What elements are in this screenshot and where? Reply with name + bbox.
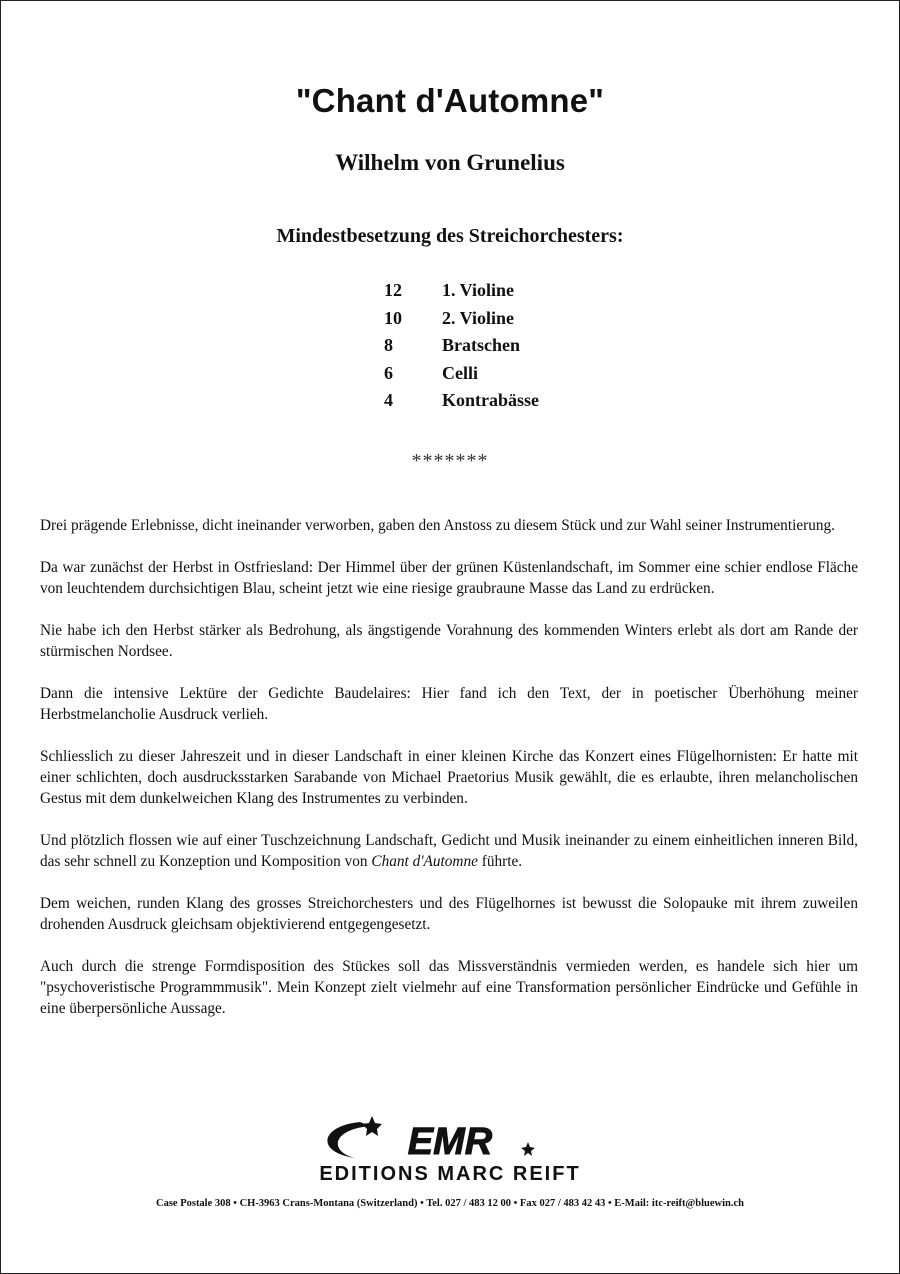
paragraph bbox=[40, 830, 858, 872]
instrument-row bbox=[378, 335, 628, 363]
paragraph: Auch durch die strenge Formdisposition des Stückes soll das Missverständnis vermieden werden, es handele sich hier um "psychoveristische Programmmusik". Mein Konzept zielt vielmehr auf eine Transformation persönlicher Eindrücke und Gefühle in eine überpersönliche Aussage. bbox=[40, 958, 858, 1017]
separator-stars: ******* bbox=[411, 450, 489, 472]
paragraph: Schliesslich zu dieser Jahreszeit und in dieser Landschaft in einer kleinen Kirche das Konzert eines Flügelhornisten: Er hatte mit einer schlichten, doch ausdrucksstarken Sarabande von Michael Praetorius Musik gewählt, die es erlaubte, ihren melancholischen Gestus mit dem dunkelweichen Klang des Instrumentes zu verbinden. bbox=[40, 748, 858, 807]
instrument-count: 6 bbox=[384, 362, 393, 383]
emr-logo bbox=[300, 1112, 600, 1167]
instrument-row bbox=[378, 363, 628, 391]
logo-swoosh bbox=[327, 1122, 370, 1158]
instrument-name: Celli bbox=[442, 362, 478, 383]
instrument-row bbox=[378, 280, 628, 308]
publisher-address: Case Postale 308 • CH-3963 Crans-Montana (Switzerland) • Tel. 027 / 483 12 00 • Fax 027 / 483 42 43 • E-Mail: itc-reift@bluewin.ch bbox=[155, 1198, 745, 1209]
paragraph-text: Und plötzlich flossen wie auf einer Tuschzeichnung Landschaft, Gedicht und Musik ineinander zu einem einheitlichen inneren Bild, das sehr schnell zu Konzeption und Komposition von bbox=[40, 832, 858, 870]
paragraph: Da war zunächst der Herbst in Ostfriesland: Der Himmel über der grünen Küstenlandschaft, im Sommer eine schier endlose Fläche von leuchtendem durchsichtigen Blau, scheint jetzt wie eine riesige graubraune Masse das Land zu erdrücken. bbox=[40, 559, 858, 597]
instrumentation-heading: Mindestbesetzung des Streichorchesters: bbox=[276, 225, 624, 247]
instrument-name: 1. Violine bbox=[442, 280, 515, 300]
instrument-name: Bratschen bbox=[442, 335, 520, 355]
work-title-italic: Chant d'Automne bbox=[371, 853, 478, 870]
composer-name: Wilhelm von Grunelius bbox=[335, 150, 565, 175]
program-notes bbox=[40, 515, 858, 1040]
page-title: "Chant d'Automne" bbox=[295, 82, 605, 119]
instrument-count: 12 bbox=[384, 280, 402, 300]
paragraph: Dem weichen, runden Klang des grosses Streichorchesters und des Flügelhornes ist bewusst die Solopauke mit ihrem zuweilen drohenden Ausdruck gleichsam objektivierend entgegengesetzt. bbox=[40, 895, 858, 933]
instrument-name: Kontrabässe bbox=[442, 390, 540, 410]
instrument-count: 8 bbox=[384, 335, 393, 355]
paragraph-text: führte. bbox=[477, 853, 523, 870]
instrument-name: 2. Violine bbox=[442, 307, 515, 328]
paragraph: Drei prägende Erlebnisse, dicht ineinander verworben, gaben den Anstoss zu diesem Stück und zur Wahl seiner Instrumentierung. bbox=[40, 517, 835, 534]
paragraph: Dann die intensive Lektüre der Gedichte Baudelaires: Hier fand ich den Text, der in poetischer Überhöhung meiner Herbstmelancholie Ausdruck verlieh. bbox=[40, 685, 858, 723]
instrument-row bbox=[378, 308, 628, 336]
instrument-row bbox=[378, 390, 628, 418]
logo-star-icon bbox=[362, 1116, 382, 1136]
paragraph: Nie habe ich den Herbst stärker als Bedrohung, als ängstigende Vorahnung des kommenden Winters erlebt als dort am Rande der stürmischen Nordsee. bbox=[40, 622, 858, 660]
publisher-name: EDITIONS MARC REIFT bbox=[319, 1163, 581, 1185]
instrument-count: 4 bbox=[384, 390, 393, 410]
instrument-list bbox=[378, 280, 628, 418]
logo-text: EMR bbox=[407, 1121, 493, 1163]
instrument-count: 10 bbox=[384, 307, 402, 328]
logo-star-icon bbox=[521, 1142, 535, 1156]
